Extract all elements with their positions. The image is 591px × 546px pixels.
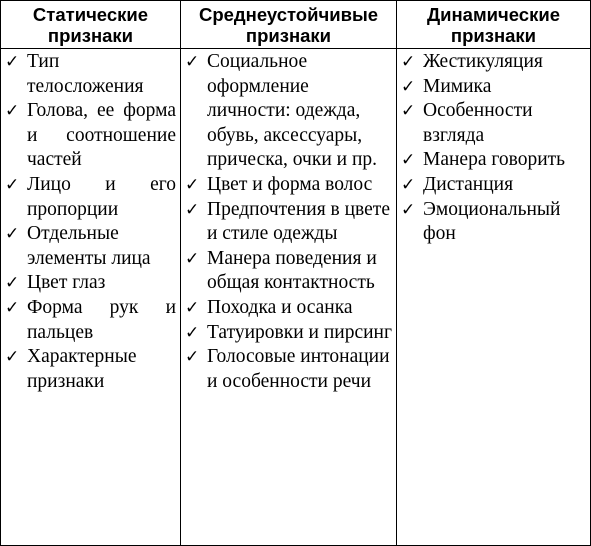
list-item-text: Особенности взгляда — [423, 100, 533, 146]
list-item-text: Эмоциональный фон — [423, 198, 561, 245]
static-signs-cell — [1, 49, 181, 546]
list-item-text: Манера говорить — [423, 149, 566, 171]
checkmark-icon: ✓ — [5, 347, 20, 368]
checkmark-icon: ✓ — [185, 297, 200, 318]
dynamic-signs-list — [401, 50, 586, 247]
list-item-text: Голосовые интонации и особенности речи — [207, 346, 390, 392]
checkmark-icon: ✓ — [185, 347, 200, 368]
list-item-text: Отдельные элементы лица — [27, 223, 151, 269]
checkmark-icon: ✓ — [401, 199, 416, 220]
list-item — [401, 173, 586, 198]
static-signs-list — [5, 50, 176, 394]
checkmark-icon: ✓ — [401, 52, 416, 72]
list-item — [5, 345, 176, 394]
list-item-text: Походка и осанка — [207, 296, 353, 318]
medium-stable-signs-list — [185, 50, 392, 394]
checkmark-icon: ✓ — [185, 174, 200, 195]
list-item — [401, 99, 586, 148]
header-static-signs: Статические признаки — [1, 1, 181, 49]
checkmark-icon: ✓ — [185, 322, 200, 343]
list-item-text: Лицо и его пропорции — [27, 173, 176, 220]
checkmark-icon: ✓ — [5, 174, 20, 195]
medium-stable-signs-cell — [181, 49, 397, 546]
checkmark-icon: ✓ — [185, 52, 200, 72]
header-medium-stable-signs: Среднеустойчивые признаки — [181, 1, 397, 49]
checkmark-icon: ✓ — [401, 101, 416, 122]
list-item-text: Мимика — [423, 75, 492, 97]
list-item — [185, 345, 392, 394]
header-row — [1, 1, 591, 49]
list-item — [5, 296, 176, 345]
list-item — [401, 148, 586, 173]
list-item-text: Татуировки и пирсинг — [207, 321, 392, 343]
checkmark-icon: ✓ — [185, 199, 200, 220]
checkmark-icon: ✓ — [401, 76, 416, 97]
list-item-text: Цвет и форма волос — [207, 173, 373, 195]
list-item-text: Тип телосложения — [27, 51, 144, 97]
checkmark-icon: ✓ — [5, 101, 20, 122]
checkmark-icon: ✓ — [5, 297, 20, 318]
list-item-text: Форма рук и пальцев — [27, 296, 176, 343]
list-item-text: Манера поведения и общая контактность — [207, 247, 377, 294]
list-item — [185, 247, 392, 296]
checkmark-icon: ✓ — [5, 273, 20, 294]
checkmark-icon: ✓ — [5, 224, 20, 245]
list-item — [185, 296, 392, 321]
checkmark-icon: ✓ — [401, 174, 416, 195]
header-dynamic-signs: Динамические признаки — [397, 1, 591, 49]
list-item — [5, 271, 176, 296]
list-item-text: Жестикуляция — [423, 51, 543, 72]
list-item — [185, 50, 392, 173]
list-item — [401, 75, 586, 100]
list-item — [5, 50, 176, 99]
checkmark-icon: ✓ — [5, 52, 20, 72]
list-item — [5, 222, 176, 271]
list-item — [185, 321, 392, 346]
checkmark-icon: ✓ — [401, 150, 416, 171]
dynamic-signs-cell — [397, 49, 591, 546]
list-item-text: Характерные признаки — [27, 346, 137, 392]
list-item — [5, 173, 176, 222]
content-row — [1, 49, 591, 546]
list-item — [401, 50, 586, 75]
list-item — [5, 99, 176, 173]
list-item — [185, 198, 392, 247]
list-item-text: Голова, ее форма и соотношение частей — [27, 100, 176, 171]
list-item-text: Предпочтения в цвете и стиле одежды — [207, 198, 390, 245]
list-item-text: Цвет глаз — [27, 272, 106, 294]
list-item-text: Социальное оформление личности: одежда, обувь, аксессуары, прическа, очки и пр. — [207, 51, 378, 171]
list-item — [401, 198, 586, 247]
list-item — [185, 173, 392, 198]
list-item-text: Дистанция — [423, 173, 514, 195]
checkmark-icon: ✓ — [185, 248, 200, 269]
